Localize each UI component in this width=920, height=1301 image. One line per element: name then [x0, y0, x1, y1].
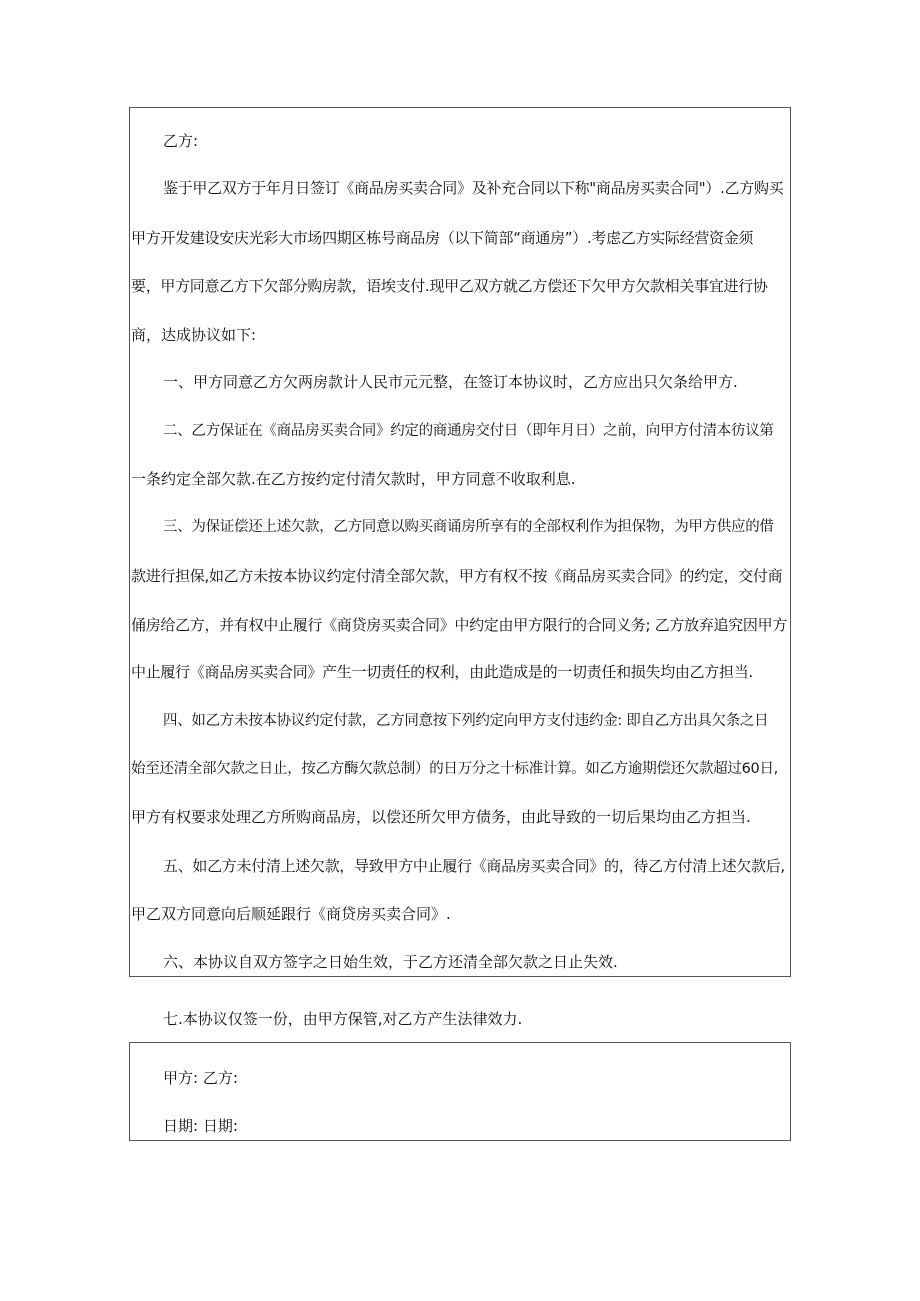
clause-7-line: 七.本协议仅签一份，由甲方保管,对乙方产生法律效力. — [163, 1010, 523, 1028]
recital-line-1: 鉴于甲乙双方于年月日签订《商品房买卖合同》及补充合同以下称"商品房买卖合同"）.乙方购买 — [163, 179, 784, 197]
clause-5-line-2: 甲乙双方同意向后顺延跟行《商贷房买卖合同》. — [131, 905, 451, 923]
clause-6-line-1: 六、本协议自双方签字之日始生效，于乙方还清全部欠款之日止失效. — [163, 953, 618, 971]
clause-5-line-1: 五、如乙方未付清上述欠款，导致甲方中止履行《商品房买卖合同》的，待乙方付清上述欠款后, — [163, 857, 785, 875]
recital-line-2: 甲方开发建设安庆光彩大市场四期区栋号商品房（以下简部“商通房”）.考虑乙方实际经营资金须 — [131, 229, 754, 247]
signature-date-line: 日期: 日期: — [163, 1117, 238, 1135]
recital-line-4: 商，达成协议如下: — [131, 326, 257, 344]
clause-2-line-2: 一条约定全部欠款.在乙方按约定付清欠款时，甲方同意不收取利息. — [131, 470, 576, 488]
clause-3-line-4: 中止履行《商品房买卖合同》产生一切责任的权利，由此造成是的一切责任和损失均由乙方担当. — [131, 663, 753, 681]
party-b-heading: 乙方: — [163, 132, 199, 150]
clause-3-line-3: 俑房给乙方，并有权中止履行《商贷房买卖合同》中约定由甲方限行的合同义务; 乙方放弃追究因甲方 — [131, 616, 788, 634]
clause-1-line-1: 一、甲方同意乙方欠两房款计人民市元元整，在签订本协议时，乙方应出只欠条给甲方. — [163, 373, 738, 391]
signature-parties-line: 甲方: 乙方: — [163, 1069, 238, 1087]
recital-line-3: 要，甲方同意乙方下欠部分购房款，语埃支付.现甲乙双方就乙方偿还下欠甲方欠款相关事宜进行协 — [131, 277, 768, 295]
clause-4-line-3: 甲方有权要求处理乙方所购商品房，以偿还所欠甲方债务，由此导致的一切后果均由乙方担当. — [131, 808, 751, 826]
clause-4-line-1: 四、如乙方未按本协议约定付款，乙方同意按下列约定向甲方支付违约金: 即自乙方出具欠条之日 — [163, 713, 769, 729]
clause-2-line-1: 二、乙方保证在《商品房买卖合同》约定的商通房交付日（即年月日）之前，向甲方付清本彷议第 — [163, 423, 774, 439]
clause-4-line-2: 始至还清全部欠款之日止，按乙方酶欠款总制）的日万分之十标准计算。如乙方逾期偿还欠款超过60日, — [131, 761, 778, 777]
clause-3-line-2: 款进行担保,如乙方未按本协议约定付清全部欠款，甲方有权不按《商品房买卖合同》的约定，交付商 — [131, 567, 783, 585]
clause-3-line-1: 三、为保证偿还上述欠款，乙方同意以购买商诵房所享有的全部权利作为担保物，为甲方供应的借 — [163, 519, 774, 535]
